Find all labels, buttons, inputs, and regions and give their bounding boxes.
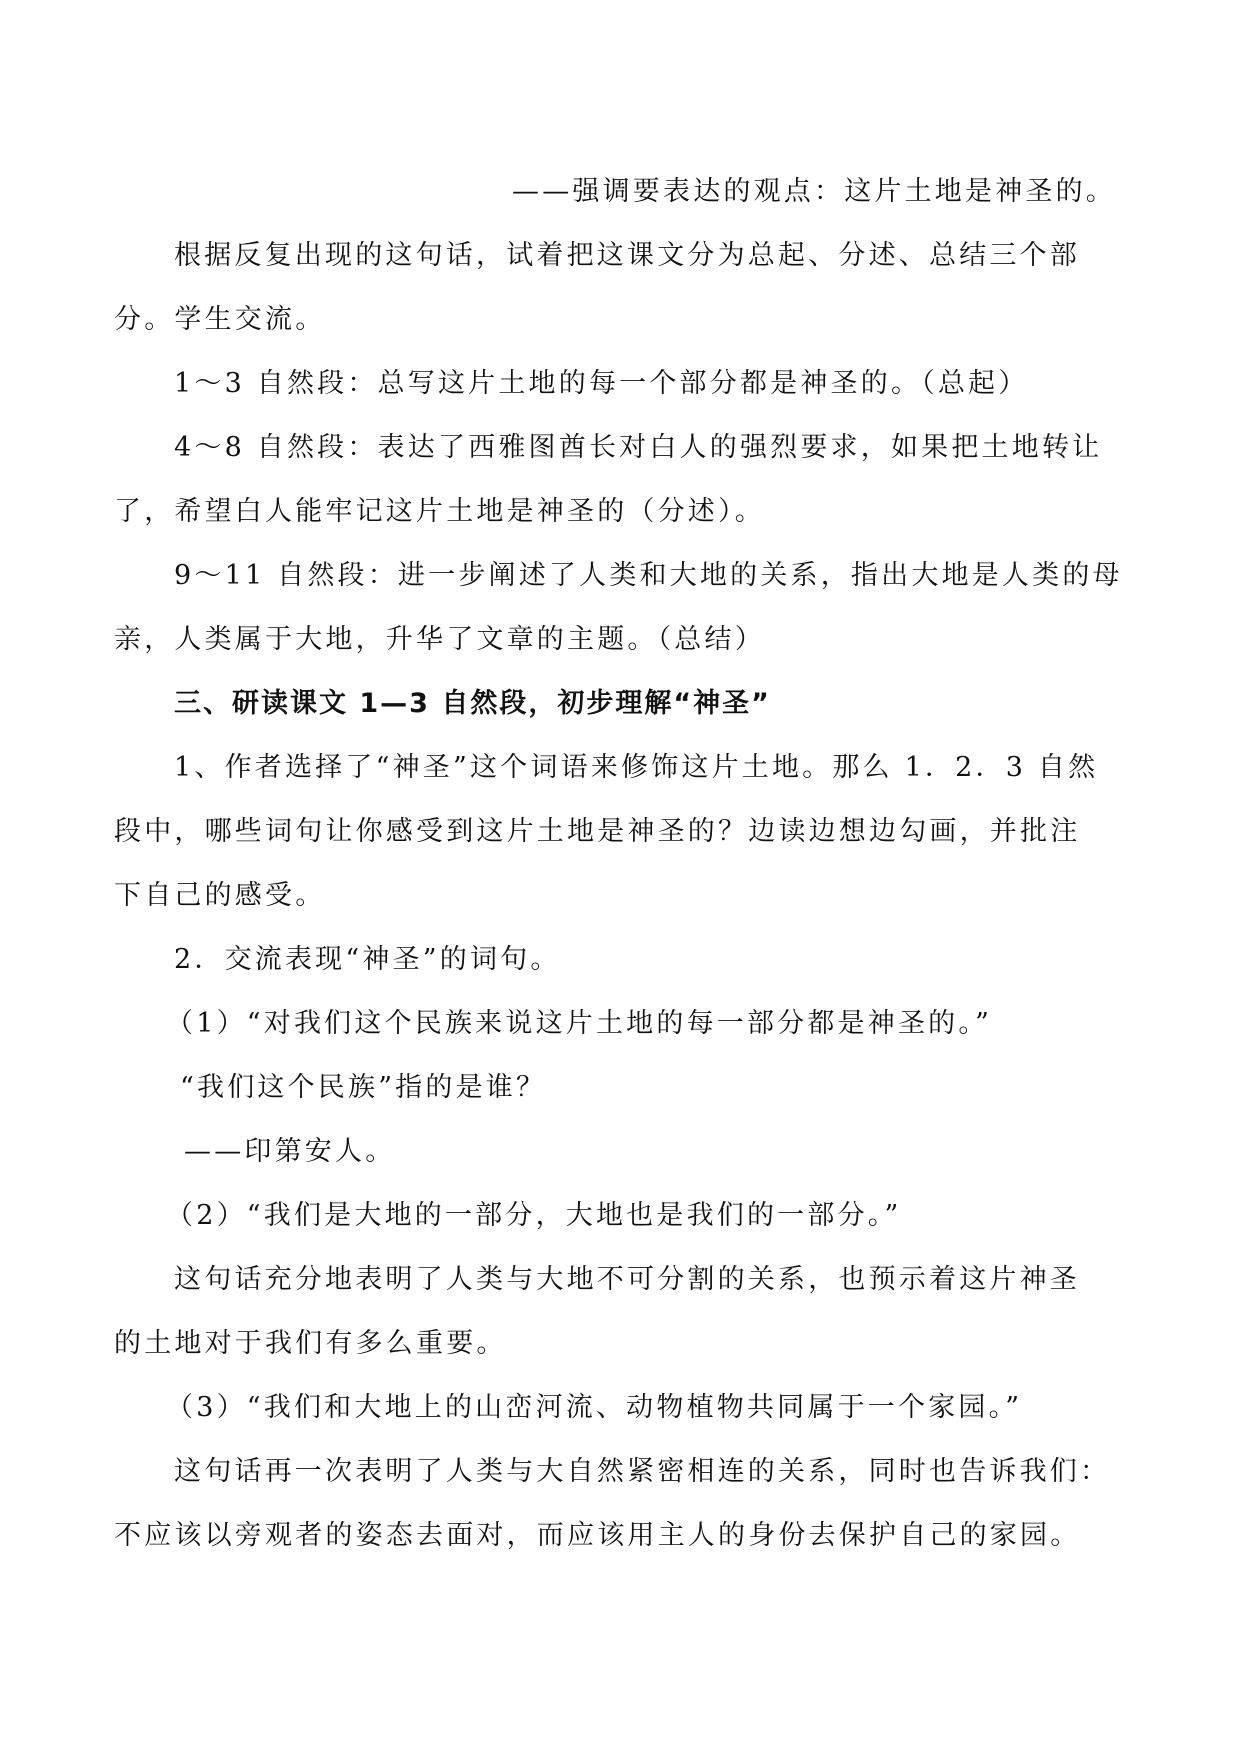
paragraph-text: 了，希望白人能牢记这片土地是神圣的（分述）。 [114, 496, 765, 527]
question-who: “我们这个民族”指的是谁？ [180, 1072, 547, 1103]
quote-2: （2）“我们是大地的一部分，大地也是我们的一部分。” [166, 1200, 902, 1231]
quote-3: （3）“我们和大地上的山峦河流、动物植物共同属于一个家园。” [166, 1392, 1023, 1423]
paragraph-text: 亲，人类属于大地，升华了文章的主题。（总结） [114, 624, 765, 655]
section-summary-4-8: 4～8 自然段：表达了西雅图酋长对白人的强烈要求，如果把土地转让 [174, 432, 1103, 463]
question-1: 1、作者选择了“神圣”这个词语来修饰这片土地。那么 1．2．3 自然 [174, 752, 1099, 783]
paragraph-text: 根据反复出现的这句话，试着把这课文分为总起、分述、总结三个部 [174, 240, 1080, 271]
question-2: 2．交流表现“神圣”的词句。 [174, 944, 561, 975]
viewpoint-line: ——强调要表达的观点：这片土地是神圣的。 [512, 176, 1116, 207]
paragraph-text: 这句话充分地表明了人类与大地不可分割的关系，也预示着这片神圣 [174, 1264, 1080, 1295]
paragraph-text: 的土地对于我们有多么重要。 [114, 1328, 507, 1359]
section-heading: 三、研读课文 1—3 自然段，初步理解“神圣” [174, 688, 771, 719]
section-summary-9-11: 9～11 自然段：进一步阐述了人类和大地的关系，指出大地是人类的母 [174, 560, 1123, 591]
answer-line: ——印第安人。 [184, 1136, 396, 1167]
paragraph-text: 不应该以旁观者的姿态去面对，而应该用主人的身份去保护自己的家园。 [114, 1520, 1081, 1551]
paragraph-text: 段中，哪些词句让你感受到这片土地是神圣的？边读边想边勾画，并批注 [114, 816, 1081, 847]
paragraph-text: 这句话再一次表明了人类与大自然紧密相连的关系，同时也告诉我们： [174, 1456, 1111, 1487]
document-page [114, 160, 1124, 1568]
paragraph-text: 分。学生交流。 [114, 304, 326, 335]
section-summary-1-3: 1～3 自然段：总写这片土地的每一个部分都是神圣的。（总起） [174, 368, 1029, 399]
paragraph-text: 下自己的感受。 [114, 880, 326, 911]
quote-1: （1）“对我们这个民族来说这片土地的每一部分都是神圣的。” [166, 1008, 993, 1039]
